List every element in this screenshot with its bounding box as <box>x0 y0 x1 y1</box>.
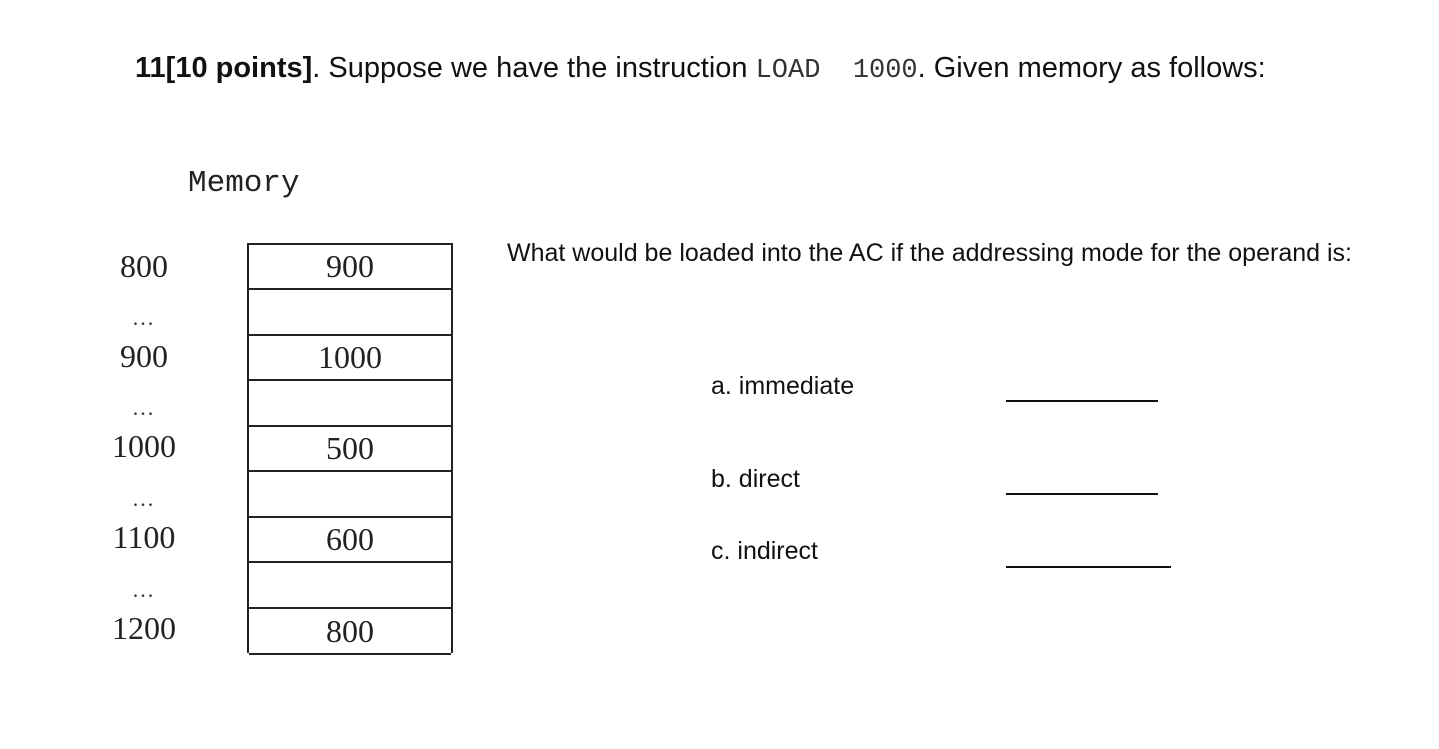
memory-cell: 600 <box>249 518 451 563</box>
address-label: 1100 <box>112 519 176 555</box>
memory-cell: 900 <box>249 245 451 290</box>
question-intro: . Suppose we have the instruction <box>312 52 756 84</box>
answer-blank-indirect[interactable] <box>1006 566 1171 568</box>
question-outro: . Given memory as follows: <box>917 52 1266 84</box>
option-immediate: a. immediate <box>711 372 855 400</box>
question-title <box>135 52 1266 86</box>
address-label: 800 <box>120 248 168 284</box>
memory-cell: 500 <box>249 427 451 472</box>
memory-cell <box>249 472 451 518</box>
address-label: 1200 <box>112 610 176 646</box>
ellipsis: ... <box>132 486 156 511</box>
ellipsis: ... <box>132 305 156 330</box>
memory-cell <box>249 290 451 336</box>
memory-table <box>247 243 453 653</box>
instruction-code: LOAD 1000 <box>755 56 918 86</box>
answer-blank-immediate[interactable] <box>1006 400 1158 402</box>
memory-cell <box>249 381 451 427</box>
ellipsis: ... <box>132 395 156 420</box>
question-number: 11[10 points] <box>135 52 313 84</box>
answer-blank-direct[interactable] <box>1006 493 1158 495</box>
option-indirect: c. indirect <box>711 537 818 565</box>
memory-cell: 800 <box>249 609 451 655</box>
memory-cell <box>249 563 451 609</box>
address-label: 1000 <box>112 428 176 464</box>
question-prompt: What would be loaded into the AC if the addressing mode for the operand is: <box>507 239 1352 267</box>
option-direct: b. direct <box>711 465 800 493</box>
ellipsis: ... <box>132 577 156 602</box>
memory-cell: 1000 <box>249 336 451 381</box>
address-label: 900 <box>120 338 168 374</box>
memory-heading: Memory <box>188 166 300 201</box>
